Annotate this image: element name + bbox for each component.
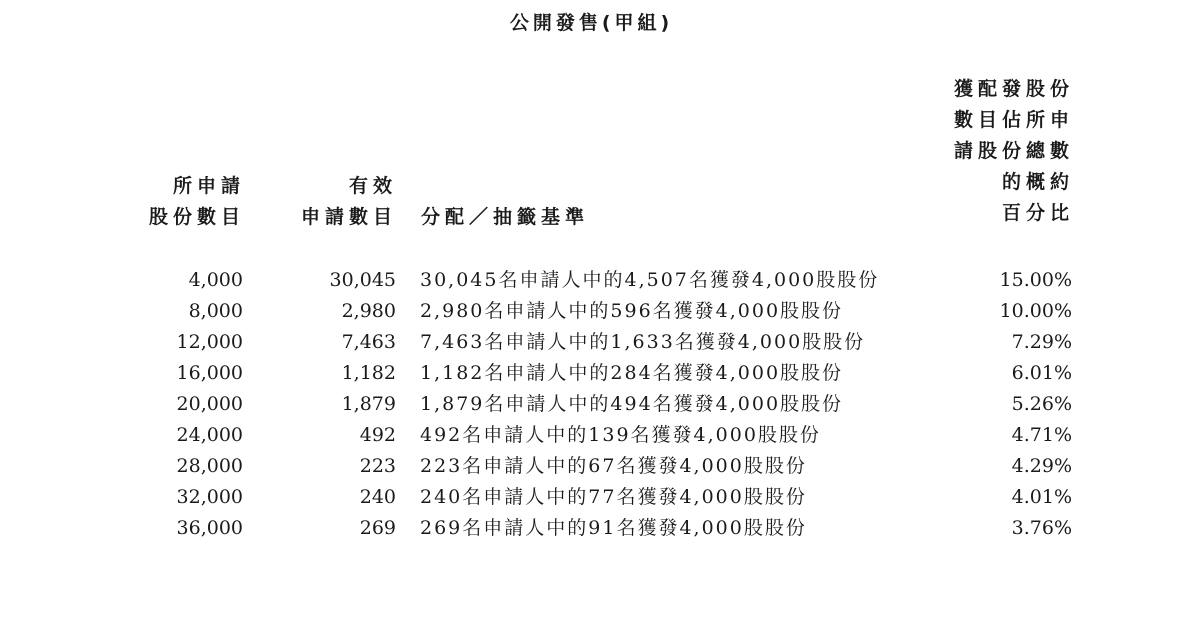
header-percentage [954,74,1074,229]
table-row [0,420,1183,451]
header-line: 的概約 [1001,171,1074,193]
cell-percent: 3.76% [1011,517,1072,539]
cell-applications: 7,463 [341,331,396,353]
cell-applications: 1,879 [341,393,396,415]
cell-shares: 4,000 [188,269,243,291]
table-row [0,451,1183,482]
cell-shares: 32,000 [176,486,243,508]
table-row [0,327,1183,358]
cell-shares: 12,000 [176,331,243,353]
header-line: 股份數目 [148,206,245,228]
header-allocation-basis [421,202,589,233]
cell-applications: 492 [359,424,396,446]
cell-basis: 240名申請人中的77名獲發4,000股股份 [420,486,807,508]
cell-applications: 223 [359,455,396,477]
header-line: 數目佔所申 [953,109,1074,131]
cell-basis: 1,182名申請人中的284名獲發4,000股股份 [420,362,844,384]
cell-applications: 1,182 [341,362,396,384]
cell-percent: 4.29% [1011,455,1072,477]
header-shares-applied [149,171,245,233]
cell-applications: 240 [359,486,396,508]
allocation-table-body [0,265,1183,544]
cell-percent: 10.00% [999,300,1072,322]
cell-basis: 30,045名申請人中的4,507名獲發4,000股股份 [420,269,880,291]
cell-percent: 4.71% [1011,424,1072,446]
header-line: 申請數目 [300,206,397,228]
table-row [0,265,1183,296]
table-row [0,296,1183,327]
cell-basis: 1,879名申請人中的494名獲發4,000股股份 [420,393,844,415]
header-line: 分配／抽籤基準 [421,206,590,228]
header-line: 獲配發股份 [953,78,1074,100]
header-line: 請股份總數 [953,140,1074,162]
table-row [0,358,1183,389]
table-row [0,389,1183,420]
header-line: 所申請 [172,175,245,197]
header-line: 百分比 [1001,202,1074,224]
cell-shares: 28,000 [176,455,243,477]
cell-basis: 2,980名申請人中的596名獲發4,000股股份 [420,300,844,322]
cell-basis: 269名申請人中的91名獲發4,000股股份 [420,517,807,539]
cell-percent: 5.26% [1011,393,1072,415]
cell-shares: 16,000 [176,362,243,384]
cell-basis: 492名申請人中的139名獲發4,000股股份 [420,424,821,446]
cell-percent: 4.01% [1011,486,1072,508]
cell-shares: 36,000 [176,517,243,539]
cell-percent: 15.00% [999,269,1072,291]
cell-percent: 6.01% [1011,362,1072,384]
cell-shares: 24,000 [176,424,243,446]
cell-percent: 7.29% [1011,331,1072,353]
cell-shares: 8,000 [188,300,243,322]
cell-applications: 2,980 [341,300,396,322]
cell-applications: 269 [359,517,396,539]
table-row [0,513,1183,544]
table-row [0,482,1183,513]
cell-basis: 7,463名申請人中的1,633名獲發4,000股股份 [420,331,866,353]
header-valid-applications [301,171,397,233]
page-title: 公開發售(甲組) [509,12,674,34]
cell-applications: 30,045 [329,269,396,291]
cell-basis: 223名申請人中的67名獲發4,000股股份 [420,455,807,477]
cell-shares: 20,000 [176,393,243,415]
header-line: 有效 [348,175,397,197]
